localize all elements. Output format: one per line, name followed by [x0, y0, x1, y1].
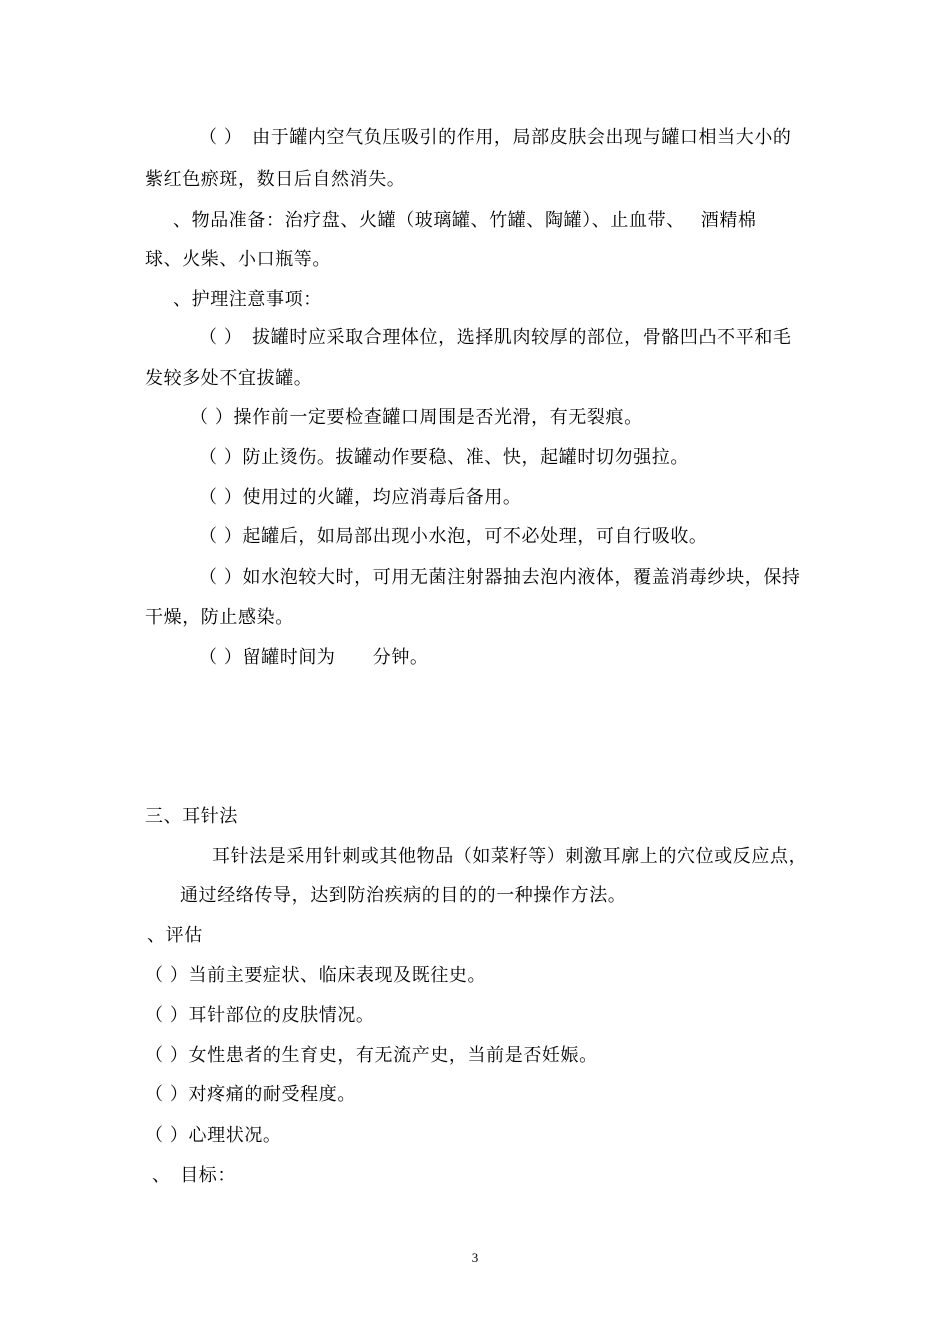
precaution-item-6-line-2: 干燥，防止感染。: [145, 607, 294, 628]
precautions-heading: 、护理注意事项：: [173, 289, 322, 310]
precaution-item-6-line-1: （ ）如水泡较大时，可用无菌注射器抽去泡内液体，覆盖消毒纱块，保持: [199, 567, 801, 588]
page-number: 3: [471, 1250, 479, 1265]
cupping-effect-line-2: 紫红色瘀斑，数日后自然消失。: [145, 169, 406, 190]
precaution-item-2: （ ）操作前一定要检查罐口周围是否光滑，有无裂痕。: [190, 407, 643, 428]
assessment-heading: 、评估: [147, 925, 203, 946]
assessment-item-5: （ ）心理状况。: [145, 1125, 282, 1146]
goal-heading: 、 目标：: [152, 1165, 236, 1186]
ear-acupuncture-intro-line-1: 耳针法是采用针刺或其他物品（如菜籽等）刺激耳廓上的穴位或反应点，: [212, 846, 808, 867]
assessment-item-1: （ ）当前主要症状、临床表现及既往史。: [145, 965, 487, 986]
precaution-item-4: （ ）使用过的火罐，均应消毒后备用。: [199, 487, 522, 508]
ear-acupuncture-title: 三、耳针法: [145, 806, 238, 827]
assessment-item-2: （ ）耳针部位的皮肤情况。: [145, 1005, 375, 1026]
precaution-item-3: （ ）防止烫伤。拔罐动作要稳、准、快，起罐时切勿强拉。: [199, 447, 689, 468]
precaution-item-7: （ ）留罐时间为 分钟。: [199, 647, 429, 668]
assessment-item-4: （ ）对疼痛的耐受程度。: [145, 1084, 356, 1105]
cupping-effect-line-1: （ ） 由于罐内空气负压吸引的作用，局部皮肤会出现与罐口相当大小的: [199, 127, 792, 148]
precaution-item-1-line-2: 发较多处不宜拔罐。: [145, 368, 313, 389]
precaution-item-1-line-1: （ ） 拔罐时应采取合理体位，选择肌肉较厚的部位，骨骼凹凸不平和毛: [199, 327, 792, 348]
supplies-line-1: 、物品准备：治疗盘、火罐（玻璃罐、竹罐、陶罐）、止血带、 酒精棉: [173, 210, 757, 231]
supplies-line-2: 球、火柴、小口瓶等。: [145, 249, 331, 270]
precaution-item-5: （ ）起罐后，如局部出现小水泡，可不必处理，可自行吸收。: [199, 526, 708, 547]
assessment-item-3: （ ）女性患者的生育史，有无流产史，当前是否妊娠。: [145, 1045, 598, 1066]
ear-acupuncture-intro-line-2: 通过经络传导，达到防治疾病的目的的一种操作方法。: [180, 885, 627, 906]
